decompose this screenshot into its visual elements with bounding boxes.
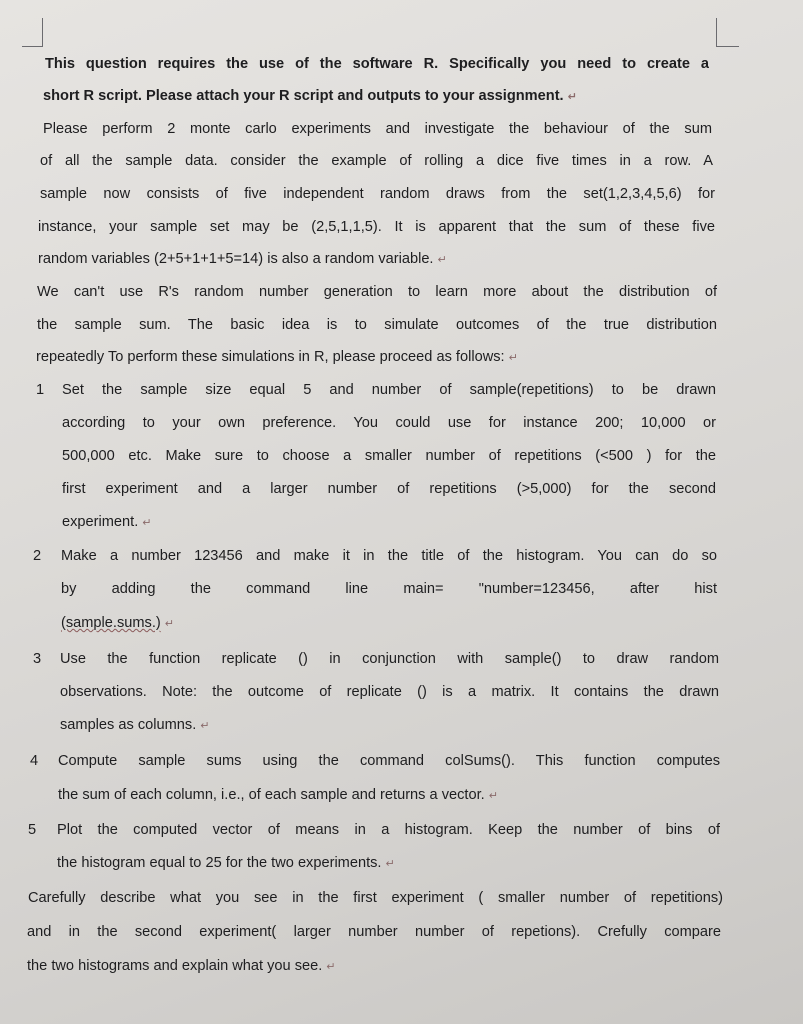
paragraph-line: Please perform 2 monte carlo experiments and investigate the behaviour of the sum — [43, 121, 712, 137]
return-mark: ↵ — [385, 858, 395, 870]
paragraph-line: the sample sum. The basic idea is to simulate outcomes of the true distribution — [37, 317, 717, 333]
paragraph-line: This question requires the use of the software R. Specifically you need to create a — [45, 56, 709, 72]
paragraph-line: We can't use R's random number generation to learn more about the distribution of — [37, 284, 717, 300]
paragraph-line: sample now consists of five independent random draws from the set(1,2,3,4,5,6) for — [40, 186, 715, 202]
list-number: 4 — [30, 753, 39, 769]
list-item-line: Use the function replicate () in conjunction with sample() to draw random — [60, 651, 719, 667]
list-item-line: samples as columns. ↵ — [60, 717, 210, 733]
list-item-line: Compute sample sums using the command colSums(). This function computes — [58, 753, 720, 769]
paragraph-line: Carefully describe what you see in the first experiment ( smaller number of repetitions) — [28, 890, 723, 906]
paragraph-line: the two histograms and explain what you see. ↵ — [27, 958, 336, 974]
return-mark: ↵ — [488, 790, 498, 802]
paragraph-line: and in the second experiment( larger number number of repetions). Crefully compare — [27, 924, 721, 940]
return-mark: ↵ — [437, 254, 447, 266]
list-item-line: first experiment and a larger number of repetitions (>5,000) for the second — [62, 481, 716, 497]
list-number: 3 — [33, 651, 42, 667]
paragraph-line: of all the sample data. consider the example of rolling a dice five times in a row. A — [40, 153, 713, 169]
paragraph-line: instance, your sample set may be (2,5,1,1,5). It is apparent that the sum of these five — [38, 219, 715, 235]
list-item-line: Plot the computed vector of means in a histogram. Keep the number of bins of — [57, 822, 720, 838]
list-item-line: by adding the command line main= "number=123456, after hist — [61, 581, 717, 597]
list-item-line: the histogram equal to 25 for the two experiments. ↵ — [57, 855, 395, 871]
list-number: 2 — [33, 548, 42, 564]
paragraph-line: short R script. Please attach your R script and outputs to your assignment. ↵ — [43, 88, 577, 104]
list-item-line: Set the sample size equal 5 and number of sample(repetitions) to be drawn — [62, 382, 716, 398]
paragraph-line: repeatedly To perform these simulations in R, please proceed as follows: ↵ — [36, 349, 518, 365]
return-mark: ↵ — [508, 352, 518, 364]
list-item-line: according to your own preference. You could use for instance 200; 10,000 or — [62, 415, 716, 431]
list-item-line: the sum of each column, i.e., of each sample and returns a vector. ↵ — [58, 787, 498, 803]
paragraph-line: random variables (2+5+1+1+5=14) is also a random variable. ↵ — [38, 251, 447, 267]
list-item-line: (sample.sums.) ↵ — [61, 615, 174, 631]
return-mark: ↵ — [326, 961, 336, 973]
list-item-line: observations. Note: the outcome of replicate () is a matrix. It contains the drawn — [60, 684, 719, 700]
list-number: 5 — [28, 822, 37, 838]
return-mark: ↵ — [567, 91, 577, 103]
return-mark: ↵ — [200, 720, 210, 732]
list-item-line: Make a number 123456 and make it in the title of the histogram. You can do so — [61, 548, 717, 564]
return-mark: ↵ — [142, 517, 152, 529]
list-number: 1 — [36, 382, 45, 398]
return-mark: ↵ — [164, 618, 174, 630]
list-item-line: experiment. ↵ — [62, 514, 152, 530]
list-item-line: 500,000 etc. Make sure to choose a smaller number of repetitions (<500 ) for the — [62, 448, 716, 464]
